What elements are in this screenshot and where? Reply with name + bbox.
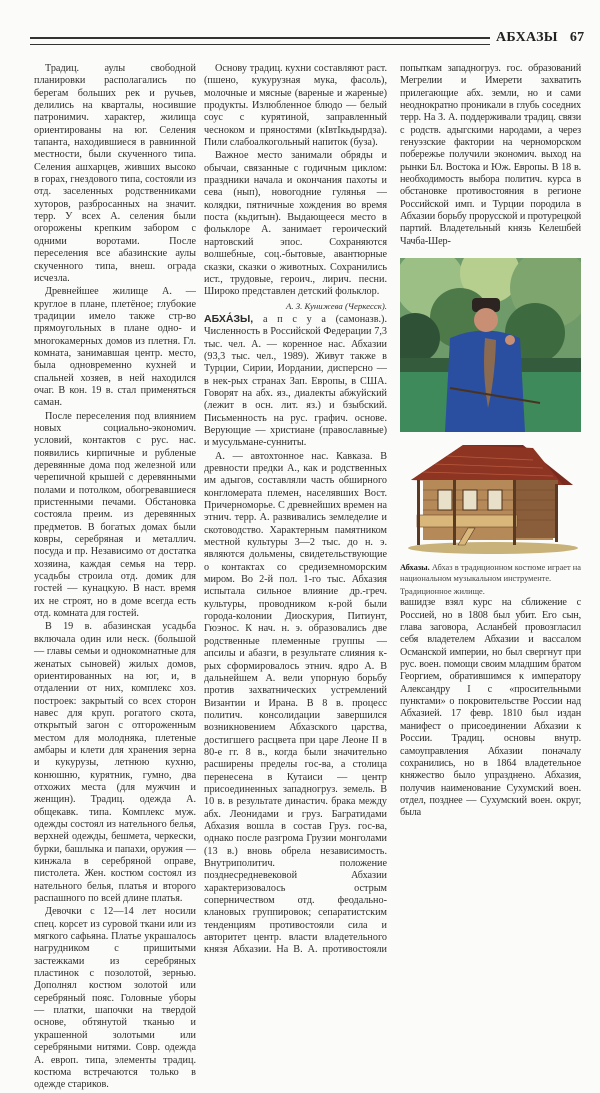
- paragraph: Важное место занимали обряды и обычаи, связанные с годичным циклом: праздники начала и окончания пахоты и сева (нып), новогодние гулянья — колядки, пятничные хождения во время поста (кьдитын). Выдающееся место в фольклоре А. занимает героический нартовский эпос. Сохраняются волшебные, соц.-бытовые, авантюрные сказки, сказки о животных. Сохранились ист., трудовые, героич., лирич. песни. Широко представлен детский фольклор.: [204, 150, 387, 298]
- illustration-traditional-house: [403, 440, 579, 555]
- header-rule: [30, 37, 490, 45]
- paragraph: После переселения под влиянием новых социально-экономич. условий, контактов с рус. нас. появились кирпичные и рубленые деревянные дома под железной или черепичной крышей с деревянными полами и потолком, обогревавшиеся пристенными печами. Обстановка состояла преим. из деревянных предметов. В богатых домах были ковры, серебряная и металлич. посуда и пр. Независимо от достатка хозяина, каждая семья на терр. усадьбы строила отд. домик для гостей — кунацкую. В наст. время их не строят, но в доме всегда есть отд. комната для гостей.: [34, 410, 196, 620]
- figure-caption: [400, 563, 581, 584]
- paragraph: Древнейшее жилище А. — круглое в плане, плетёное; глубокие традиции имело также стр-во прямоугольных в плане одно- и многокамерных домов из плетня. Гл. комната, занимавшая центр. место, была одновременно кухней и спальней хозяев, в ней находился очаг. В кон. 19 в. стал применяться саман.: [34, 286, 196, 409]
- entry-paragraph: [204, 313, 387, 450]
- article-author: А. З. Кунижева (Черкесск).: [285, 300, 387, 311]
- paragraph: Традиц. аулы свободной планировки располагались по берегам больших рек и ручьев, делились на кварталы, носившие патронимич. характер, жилища ориентированы на юг. Селения тапанта, находившиеся в равнинной местности, были скученного типа. Селения ашхарцев, живших высоко в горах, гнездового типа, состояли из отд. заселенных родственниками хуторов, разбросанных на значит. терр. У всех А. селения были огорожены крепким забором с одними воротами. После переселения все абазинские аулы скученного типа, внеш. ограда исчезла.: [34, 63, 196, 284]
- photo-abkhaz-musician: [400, 258, 581, 432]
- paragraph: попыткам западногруз. гос. образований Мегрелии и Имерети захватить прилегающие абх. земли, но и сами неоднократно проникали в глубь соседних терр. На З. А. поддерживали традиц. связи с родств. адыгскими народами, а через генуэзские фактории на черноморском побережье получили экономич. выход на рынки Бл. Востока и Юж. Европы. В 18 в. необходимость выбора политич. курса в обстановке противостояния в регионе Российской имп. и Турции породила в Абхазии борьбу прорусской и протурецкой партий. Владетельный князь Келешбей Чачба-Шер-: [400, 63, 581, 247]
- left-column: [34, 63, 196, 1093]
- entry-headword: АБХА́ЗЫ,: [204, 312, 254, 325]
- paragraph: В 19 в. абазинская усадьба включала один или неск. (большой — главы семьи и однокомнатные для женатых сыновей) жилых домов, ориентированных на юг, и, в отдалении от них, комплекс хоз. построек: закрытый со всех сторон навес для круп. рогатого скота, открытый загон с отгороженным местом для молодняка, плетеные амбары и клети для хранения зерна и кукурузы, летнюю кухню, конюшню, курятник, гумно, два отхожих места (для мужчин и женщин). Традиц. одежда А. общекавк. типа. Комплекс муж. одежды состоял из нательного белья, верхней одежды, бешмета, черкески, бурки, башлыка и папахи, оружия — кинжала в серебряной оправе, пистолета. Жен. костюм состоял из нательного белья, платья и второго распашного по всей длине платья.: [34, 621, 196, 905]
- running-title: АБХАЗЫ: [496, 30, 558, 45]
- caption-title: Абхазы.: [400, 563, 430, 573]
- figure-caption-house: Традиционное жилище.: [400, 586, 485, 596]
- paragraph: Основу традиц. кухни составляют раст. (пшено, кукурузная мука, фасоль), молочные и мясные (вареные и жареные) продукты. Излюбленное блюдо — белый соус с курятиной, заправленный чесноком и пряностями (кІвтІкьдырдза). Пили слабоалкогольный напиток (буза).: [204, 63, 387, 149]
- page-number: 67: [569, 30, 585, 45]
- right-column: [400, 63, 581, 821]
- middle-column: [204, 63, 387, 958]
- paragraph: вашидзе взял курс на сближение с Россией, но в 1808 был убит. Его сын, глава заговора, Асланбей провозгласил себя владетелем Абхазии и вассалом Османской империи, но был свергнут при рус. воен. помощи своим младшим братом Георгием, обратившимся к императору Александру I с «просительными пунктами» о покровительстве России над Абхазией. 17 февр. 1810 был издан манифест о присоединении Абхазии к России. Традиц. основы внутр. самоуправления Абхазии поначалу сохранились, но в 1864 владетельное княжество было упразднено. Абхазия, получив наименование Сухумский воен. отдел, позднее — Сухумский воен. округ, была: [400, 597, 581, 819]
- entry-text: а п с у а (самоназв.). Численность в Российской Федерации 7,3 тыс. чел. А. — коренное нас. Абхазии (93,3 тыс. чел., 1989). Живут также в Турции, Сирии, Иордании, дисперсно — в нек-рых странах Зап. Европы, в США. Говорят на абх. яз., диалекты абжуйский (лежит в осн. лит. яз.) и бзыбский. Письменность на рус. графич. основе. Верующие — христиане (православные) и мусульмане-сунниты.: [204, 313, 387, 449]
- paragraph: Девочки с 12—14 лет носили спец. корсет из суровой ткани или из мягкого сафьяна. Платье украшалось нагрудником с пришитыми застежками из серебряных пластинок с позолотой, зернью. Дополнял костюм золотой или серебряный пояс. Головные уборы — платки, шапочки на твердой основе, обтянутой тканью и украшенной золотыми или серебряными нитями. Совр. одежда А. европ. типа, элементы традиц. костюма встречаются только в одежде стариков.: [34, 906, 196, 1091]
- running-header: [496, 30, 584, 46]
- paragraph: А. — автохтонное нас. Кавказа. В древности предки А., как и родственных им адыгов, составляли часть обширного конгломерата племен, населявших Вост. Причерноморье. С древнейших времен на этнич. терр. А. развивались земледелие и скотоводство. Характерным памятником местной культуры 3—2 тыс. до н. э. являются дольмены, свидетельствующие о контактах со средиземноморским миром. Во 2-й пол. 1-го тыс. Абхазия испытала сильное влияние др.-греч. культуры, проводником к-рой были города-колонии Диоскурия, Питиунт, Гюэнос. К нач. н. э. образовались две родственные племенные группы — апсилы и абазги, в результате слияния к-рых сформировалось этнич. ядро А. В дальнейшем А. вели упорную борьбу против захватнических устремлений Византии и Ирана. В 8 в. процесс политич. консолидации завершился возникновением Абхазского царства, достигшего расцвета при царе Леоне II в 80-е гг. 8 в., когда были значительно расширены пределы гос-ва, а столица перенесена в Кутаиси — центр присоединенных западногруз. земель. В 10 в. в результате династич. брака между абх. Леонидами и груз. Багратидами Абхазия вошла в состав Груз. гос-ва, однако после разгрома Грузии монголами (13 в.) вновь обрела независимость. Внутриполитич. положение позднесредневековой Абхазии характеризовалось острым соперничеством отд. феодально-клановых группировок; сепаратистским тенденциям противостояли сила и авторитет центр. власти владетельного князя Абхазии. На В. А. противостояли: [204, 450, 387, 956]
- caption-text: Абхаз в традиционном костюме играет на национальном музыкальном инструменте.: [400, 563, 581, 583]
